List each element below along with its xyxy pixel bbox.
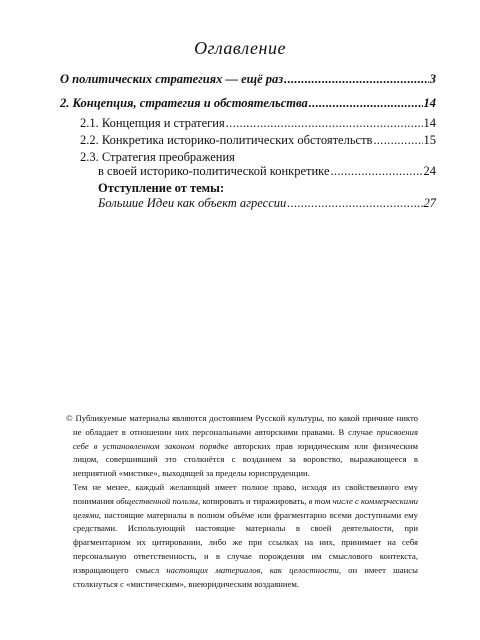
toc-entry-label: О политических стратегиях — ещё раз: [60, 72, 284, 86]
toc-leader-dots: [226, 116, 423, 131]
toc-page-number: 14: [423, 96, 436, 110]
toc-leader-dots: [331, 164, 423, 179]
toc-page-number: 27: [423, 196, 436, 210]
toc-entry-label: 2.1. Концепция и стратегия: [80, 116, 225, 130]
toc-entry-label: 2.3. Стратегия преображения: [80, 150, 235, 164]
toc-entry-concept-strategy-circumstances[interactable]: [60, 96, 436, 111]
toc-leader-dots: [373, 133, 422, 148]
toc-entry-label: 2.2. Конкретика историко-политических обстоятельств: [80, 133, 373, 147]
copyright-paragraph-1: © Публикуемые материалы являются достоянием Русской культуры, по какой причине никто не обладает в отношении них персональными авторскими правами. В случае присвоения себе в установленном законом порядке авторских прав юридическим или физическим лицом, совершивший это столкнётся с возданием за воровство, выражающееся в неприятной «мистике», выходящей за пределы юриспруденции.: [66, 413, 419, 479]
toc-page-number: 24: [423, 164, 436, 178]
toc-entry-label: Большие Идеи как объект агрессии: [98, 196, 287, 210]
copyright-symbol: ©: [66, 413, 73, 423]
toc-page-number: 3: [429, 72, 436, 86]
toc-entry-label: в своей историко-политической конкретике: [98, 164, 330, 178]
toc-entry-2-2[interactable]: [80, 133, 436, 148]
copyright-paragraph-2: Тем не менее, каждый желающий имеет полное право, исходя из свойственного ему понимания общественной пользы, копировать и тиражировать, в том числе с коммерческими целями, настоящие материалы в полном объёме или фрагментарно всеми доступными ему средствами. Использующий настоящие материалы в своей деятельности, при фрагментарном их цитировании, либо же при ссылках на них, принимает на себя персональную ответственность, и в случае порождения им смыслового контекста, извращающего смысл настоящих материалов, как целостности, он имеет шансы столкнуться с «мистическим», внеюридическим воздаянием.: [73, 481, 418, 589]
toc-leader-dots: [309, 96, 423, 111]
toc-entry-2-3-line1[interactable]: [80, 150, 436, 165]
toc-page-number: 14: [423, 116, 436, 130]
toc-entry-label: 2. Концепция, стратегия и обстоятельства: [60, 96, 308, 110]
toc-entry-2-1[interactable]: [80, 116, 436, 131]
toc-title: Оглавление: [194, 38, 286, 58]
toc-leader-dots: [287, 196, 422, 211]
toc-page-number: 15: [423, 133, 436, 147]
toc-leader-dots: [284, 72, 429, 87]
toc-entry-political-strategies[interactable]: [60, 72, 436, 87]
toc-entry-2-3-line2[interactable]: [98, 164, 436, 179]
toc-digression-heading: Отступление от темы:: [98, 181, 225, 195]
copyright-notice: [66, 412, 418, 591]
toc-entry-big-ideas[interactable]: [98, 196, 436, 211]
